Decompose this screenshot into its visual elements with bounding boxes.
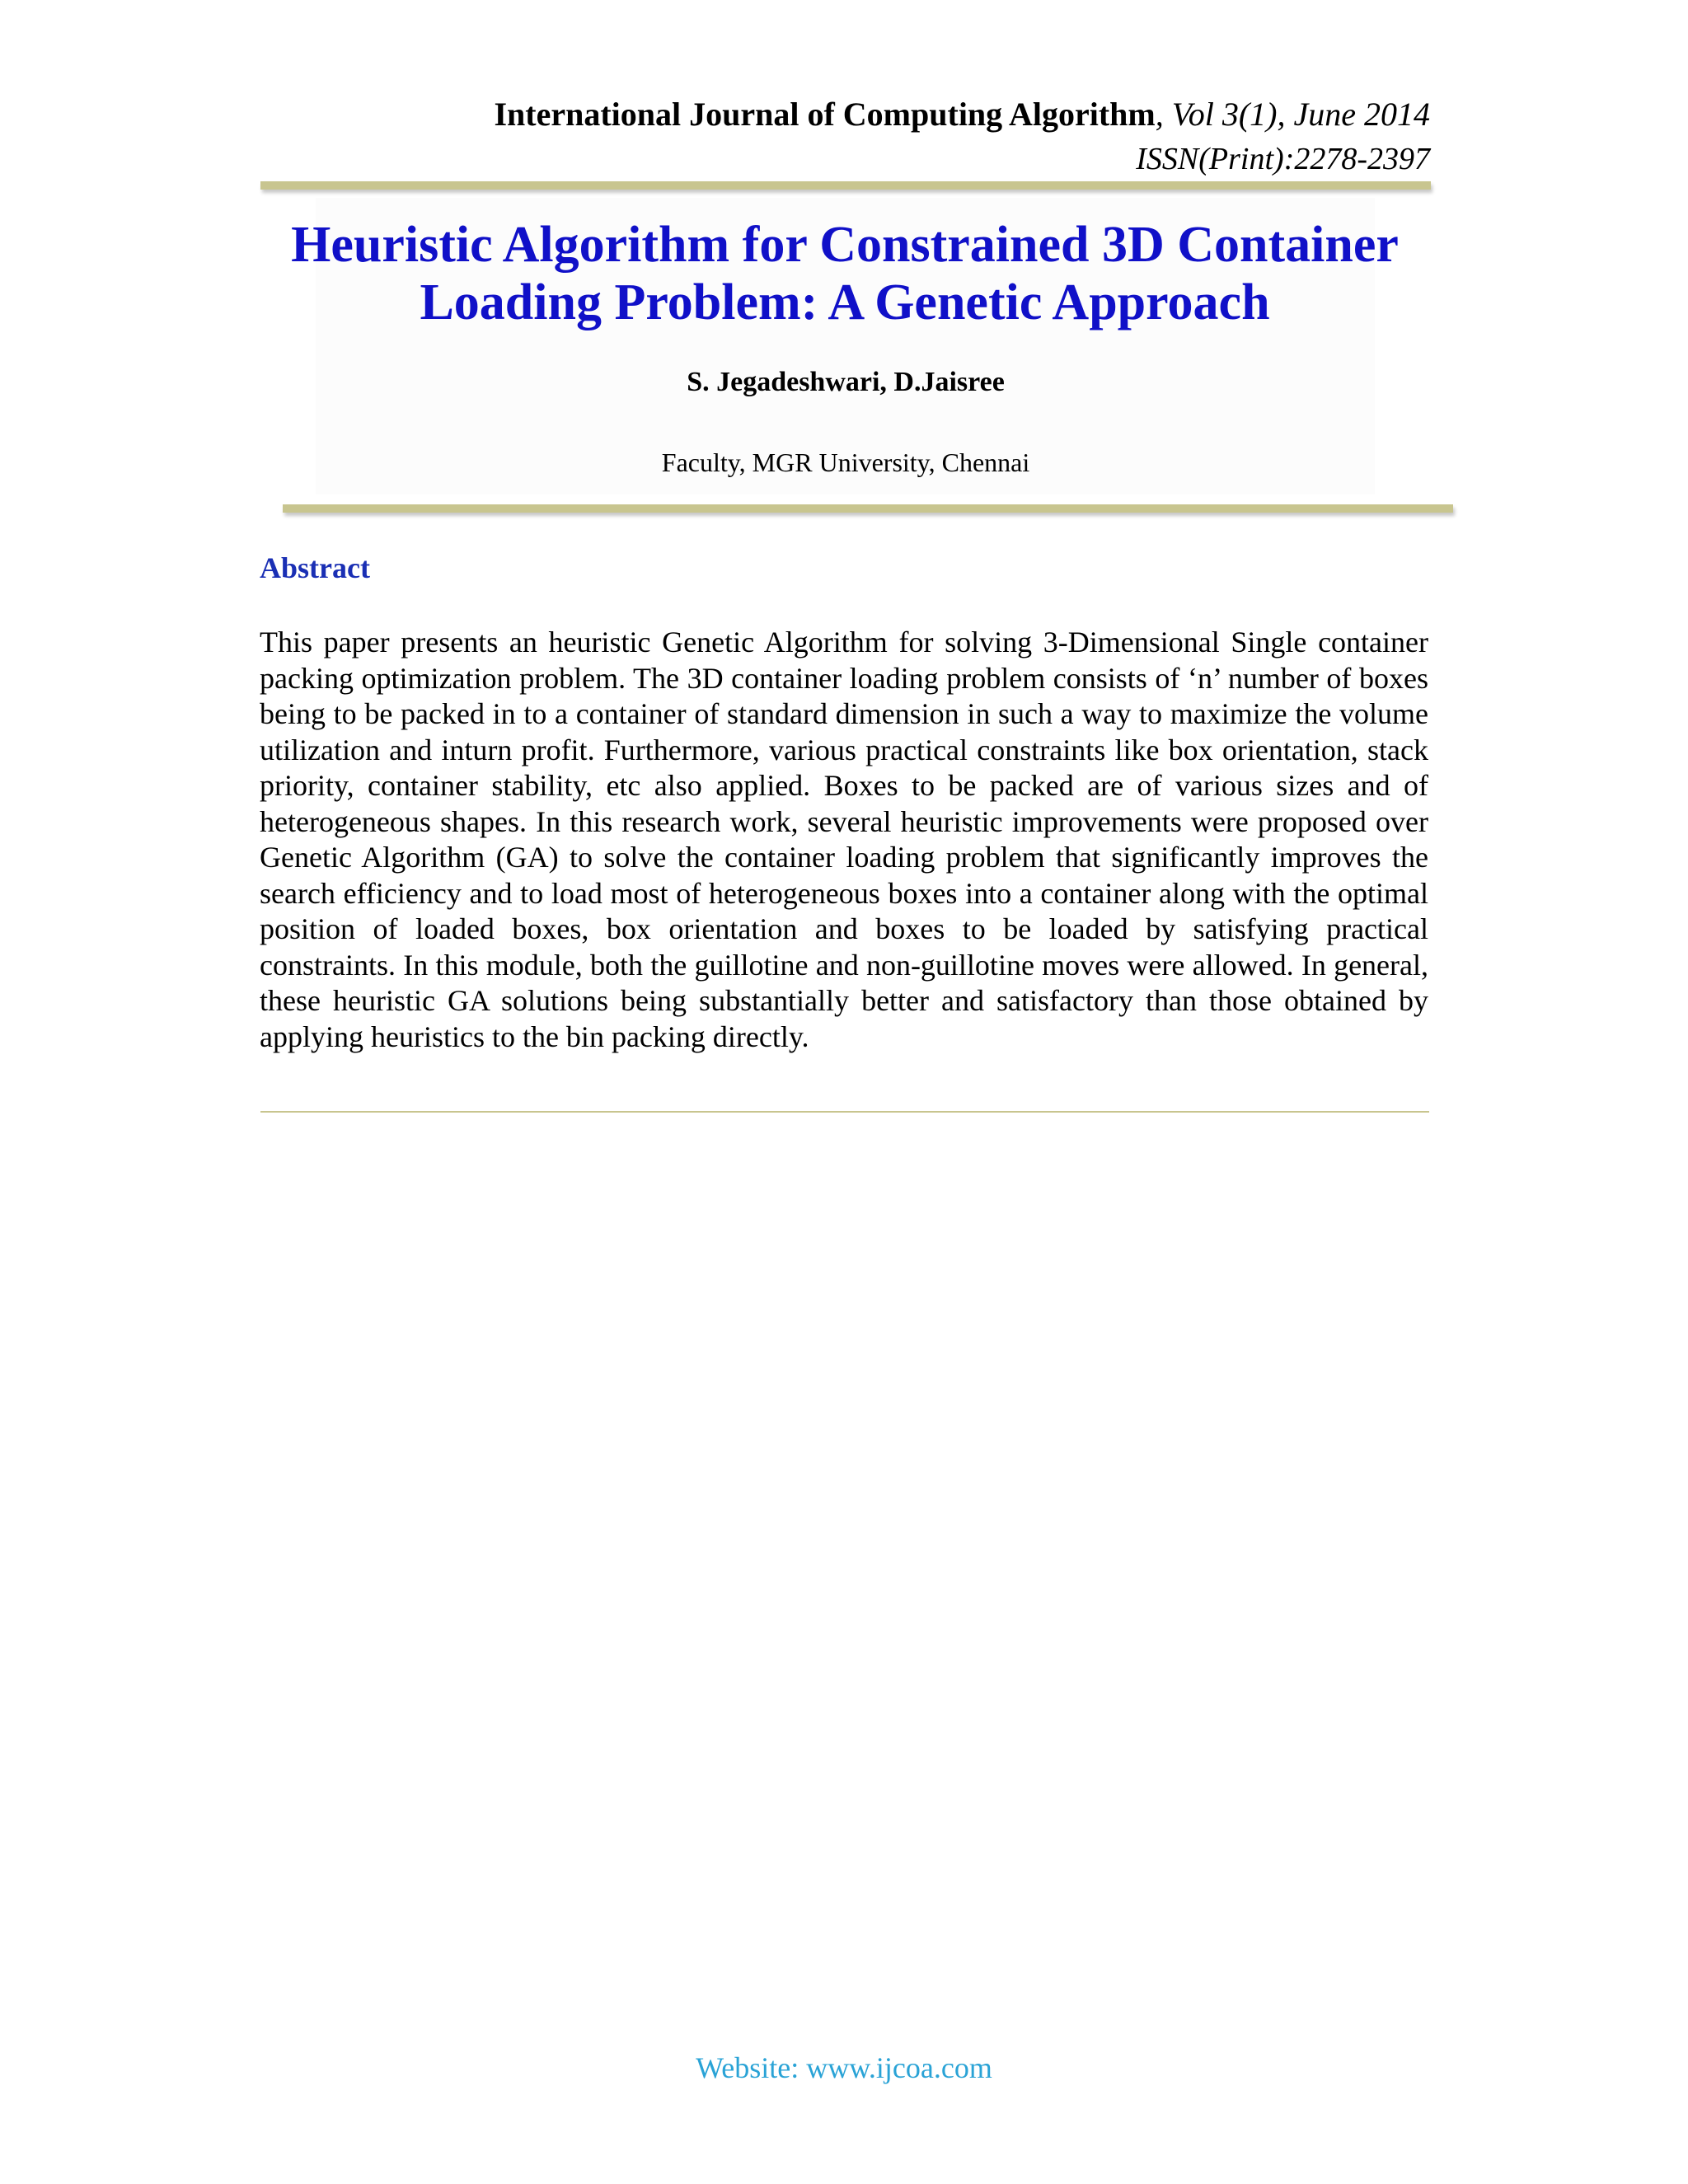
journal-issn: ISSN(Print):2278-2397 <box>1136 142 1430 176</box>
paper-affiliation: Faculty, MGR University, Chennai <box>661 448 1030 477</box>
journal-citation-line <box>494 92 1430 137</box>
abstract-heading: Abstract <box>260 551 370 584</box>
journal-header <box>494 92 1430 181</box>
abstract-text: This paper presents an heuristic Genetic Algorithm for solving 3-Dimensional Single container packing optimization problem. The 3D container loading problem consists of ‘n’ number of boxes being to be packed in to a container of standard dimension in such a way to maximize the volume utilization and inturn profit. Furthermore, various practical constraints like box orientation, stack priority, container stability, etc also applied. Boxes to be packed are of various sizes and of heterogeneous shapes. In this research work, several heuristic improvements were proposed over Genetic Algorithm (GA) to solve the container loading problem that significantly improves the search efficiency and to load most of heterogeneous boxes into a container along with the optimal position of loaded boxes, box orientation and boxes to be loaded by satisfying practical constraints. In this module, both the guillotine and non-guillotine moves were allowed. In general, these heuristic GA solutions being substantially better and satisfactory than those obtained by applying heuristics to the bin packing directly. <box>260 626 1428 1053</box>
paper-authors: S. Jegadeshwari, D.Jaisree <box>687 367 1005 397</box>
abstract-divider <box>260 1111 1429 1113</box>
journal-name: International Journal of Computing Algorithm <box>494 96 1156 133</box>
title-divider <box>283 504 1453 513</box>
paper-title: Heuristic Algorithm for Constrained 3D Container Loading Problem: A Genetic Approach <box>291 217 1399 330</box>
journal-volume-info: , Vol 3(1), June 2014 <box>1155 96 1430 133</box>
header-divider <box>260 181 1431 190</box>
footer-website-link[interactable]: Website: www.ijcoa.com <box>696 2051 992 2084</box>
